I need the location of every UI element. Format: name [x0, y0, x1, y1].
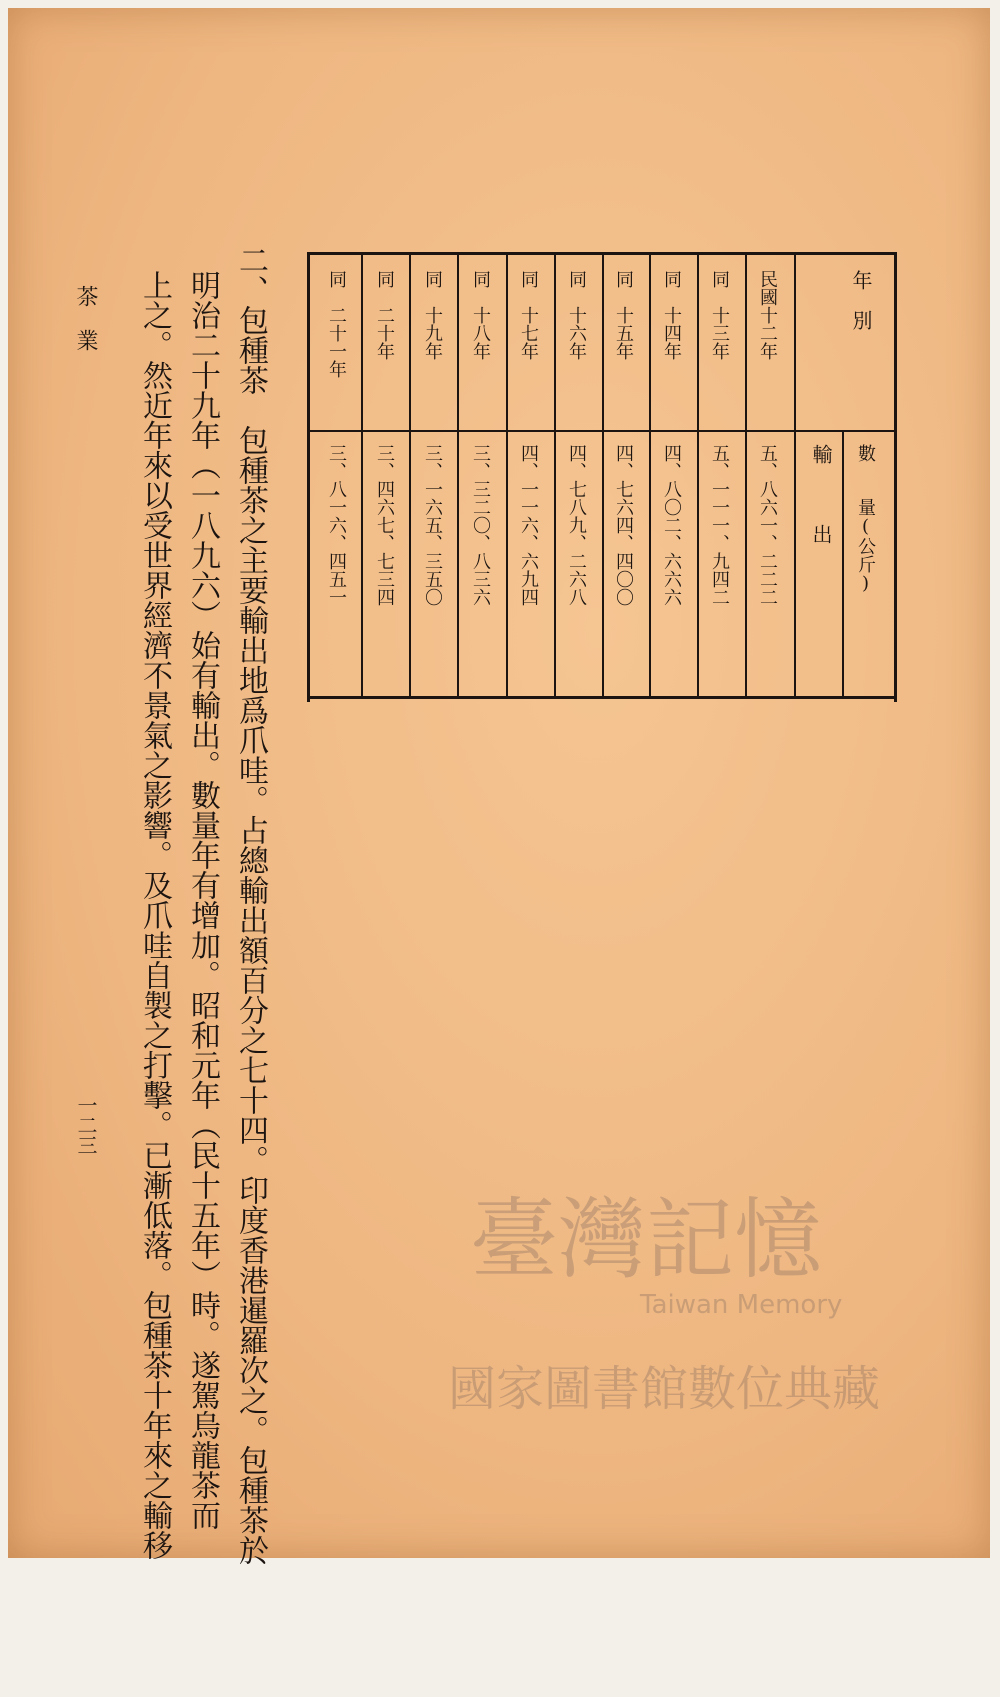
- export-qty-cell: 四、七六四、四〇〇: [613, 444, 634, 606]
- export-qty-cell: 三、一六五、三五〇: [422, 444, 443, 606]
- exports-header: 輸 出: [809, 444, 833, 544]
- table-divider: [361, 252, 363, 699]
- export-qty-cell: 四、八〇二、六六六: [661, 444, 682, 606]
- table-divider: [745, 252, 747, 699]
- table-divider: [457, 252, 459, 699]
- watermark-english: Taiwan Memory: [640, 1290, 843, 1320]
- export-qty-cell: 四、七八九、二六八: [566, 444, 587, 606]
- year-header: 年 別: [849, 270, 873, 330]
- table-divider: [697, 252, 699, 699]
- table-divider: [554, 252, 556, 699]
- export-qty-cell: 三、三二〇、八三六: [470, 444, 491, 606]
- table-divider: [506, 252, 508, 699]
- year-cell: 同 十八年: [470, 270, 491, 360]
- body-column-2: 明治二十九年（一八九六）始有輸出。數量年有增加。昭和元年（民十五年）時。遂駕烏龍茶而: [185, 270, 220, 1530]
- table-divider: [602, 252, 604, 699]
- watermark-logo: 臺灣記憶: [470, 1188, 823, 1291]
- export-qty-cell: 五、八六一、二二二: [757, 444, 778, 606]
- year-cell: 同 二十一年: [326, 270, 347, 378]
- body-column-1: 二、包種茶 包種茶之主要輸出地爲爪哇。占總輸出額百分之七十四。印度香港暹羅次之。包種茶於: [233, 245, 268, 1565]
- table-divider: [409, 252, 411, 699]
- year-cell: 同 十七年: [518, 270, 539, 360]
- export-qty-cell: 三、四六七、七三四: [374, 444, 395, 606]
- table-divider: [649, 252, 651, 699]
- table-divider: [842, 432, 844, 699]
- year-cell: 同 十九年: [422, 270, 443, 360]
- export-qty-cell: 五、一一一、九四二: [709, 444, 730, 606]
- year-cell: 同 十五年: [613, 270, 634, 360]
- table-divider: [794, 252, 796, 699]
- year-cell: 民國十二年: [757, 270, 778, 360]
- quantity-header: 數 量(公斤): [855, 444, 876, 594]
- year-cell: 同 二十年: [374, 270, 395, 360]
- body-column-3: 上之。然近年來以受世界經濟不景氣之影響。及爪哇自製之打擊。已漸低落。包種茶十年來之輸移: [137, 270, 172, 1560]
- year-cell: 同 十三年: [709, 270, 730, 360]
- export-qty-cell: 三、八一六、四五一: [326, 444, 347, 606]
- section-title: 茶 業: [73, 285, 98, 351]
- table-divider: [307, 430, 894, 432]
- year-cell: 同 十四年: [661, 270, 682, 360]
- watermark-caption: 國家圖書館數位典藏: [448, 1361, 881, 1417]
- export-qty-cell: 四、一一六、六九四: [518, 444, 539, 606]
- year-cell: 同 十六年: [566, 270, 587, 360]
- export-table: [307, 252, 897, 699]
- page-number: 一二三: [74, 1095, 98, 1155]
